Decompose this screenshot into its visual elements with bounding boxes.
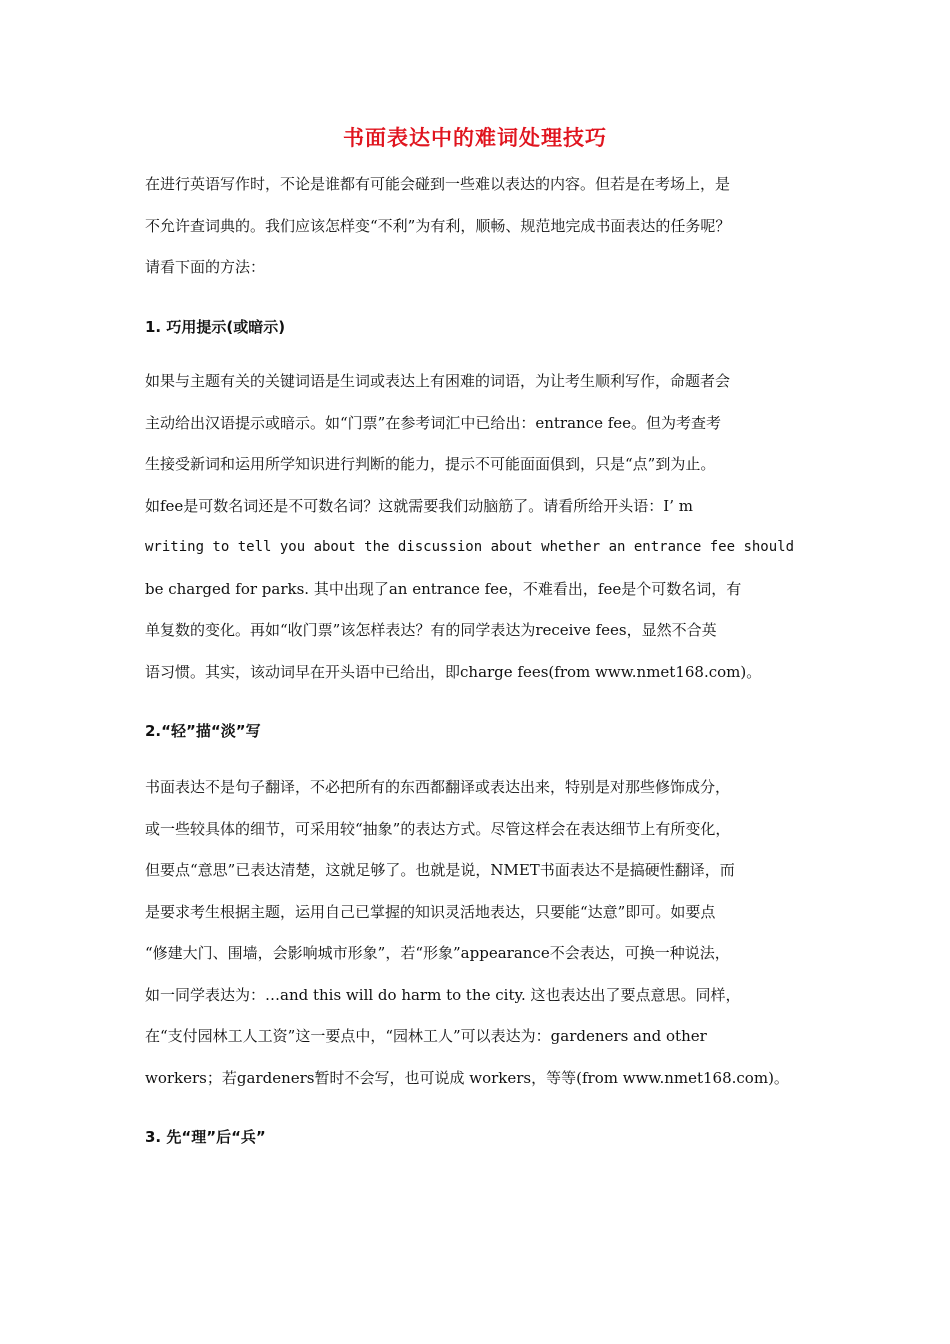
section2-line: “修建大门、围墙，会影响城市形象”，若“形象”appearance不会表达，可换一种说法， <box>145 944 730 962</box>
section1-line: 如果与主题有关的关键词语是生词或表达上有困难的词语，为让考生顺利写作，命题者会 <box>145 372 731 390</box>
section2-line: 是要求考生根据主题，运用自己已掌握的知识灵活地表达，只要能“达意”即可。如要点 <box>145 902 716 921</box>
section2-line: 书面表达不是句子翻译，不必把所有的东西都翻译或表达出来，特别是对那些修饰成分， <box>145 778 731 796</box>
section1-line: 主动给出汉语提示或暗示。如“门票”在参考词汇中已给出：entrance fee。但为考查考 <box>145 413 722 432</box>
section3-heading: 3. 先“理”后“兵” <box>145 1128 266 1146</box>
section1-line: 生接受新词和运用所学知识进行判断的能力，提示不可能面面俱到，只是“点”到为止。 <box>145 455 716 473</box>
intro-line: 请看下面的方法： <box>145 258 266 276</box>
section2-line: 如一同学表达为：…and this will do harm to the city. 这也表达出了要点意思。同样， <box>145 985 741 1004</box>
section1-heading: 1. 巧用提示(或暗示) <box>145 318 286 336</box>
intro-line: 不允许查词典的。我们应该怎样变“不利”为有利，顺畅、规范地完成书面表达的任务呢？ <box>145 216 731 235</box>
section1-line: 语习惯。其实，该动词早在开头语中已给出，即charge fees(from www.nmet168.com)。 <box>145 662 762 681</box>
section1-line: 单复数的变化。再如“收门票”该怎样表达？有的同学表达为receive fees，显然不合英 <box>145 621 717 639</box>
section2-line: 在“支付园林工人工资”这一要点中，“园林工人”可以表达为：gardeners and other <box>145 1027 707 1045</box>
section2-line: 或一些较具体的细节，可采用较“抽象”的表达方式。尽管这样会在表达细节上有所变化， <box>145 819 731 838</box>
section2-line: 但要点“意思”已表达清楚，这就足够了。也就是说，NMET书面表达不是搞硬性翻译，而 <box>145 861 735 879</box>
section2-line: workers；若gardeners暂时不会写，也可说成 workers，等等(from www.nmet168.com)。 <box>145 1068 789 1087</box>
section2-heading: 2.“轻”描“淡”写 <box>145 722 261 740</box>
section1-line: be charged for parks. 其中出现了an entrance fee，不难看出，fee是个可数名词，有 <box>145 579 742 598</box>
section2-paragraph <box>145 767 825 1099</box>
section1-paragraph <box>145 361 825 693</box>
section1-line: writing to tell you about the discussion about whether an entrance fee should <box>145 539 795 555</box>
intro-paragraph <box>145 164 825 289</box>
document-title: 书面表达中的难词处理技巧 <box>343 126 607 150</box>
section1-line: 如fee是可数名词还是不可数名词？这就需要我们动脑筋了。请看所给开头语：I’ m <box>145 496 693 515</box>
intro-line: 在进行英语写作时，不论是谁都有可能会碰到一些难以表达的内容。但若是在考场上，是 <box>145 175 731 193</box>
